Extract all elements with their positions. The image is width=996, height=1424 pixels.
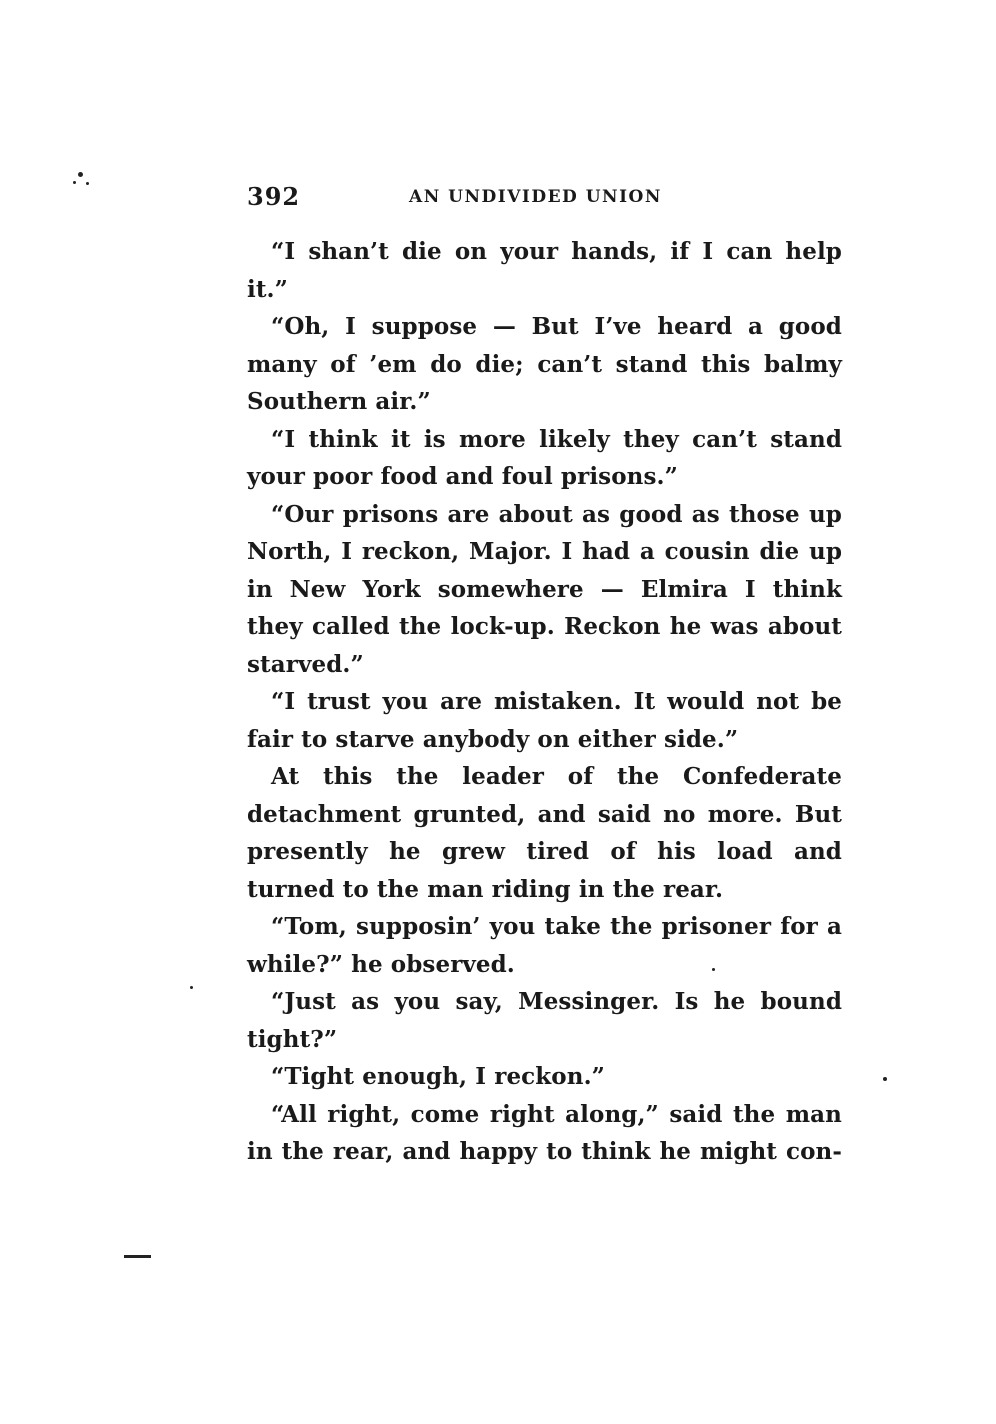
paragraph: “Oh, I suppose — But I’ve heard a good many of ’em do die; can’t stand this balmy Southern air.” xyxy=(247,313,842,415)
paragraph: “Our prisons are about as good as those up North, I reckon, Major. I had a cousin die up in New York somewhere — Elmira I think they called the lock-up. Reckon he was about starved.” xyxy=(247,500,842,678)
paragraph: “Just as you say, Messinger. Is he bound tight?” xyxy=(247,988,842,1053)
paragraph: “Tight enough, I reckon.” xyxy=(271,1063,606,1090)
page-header xyxy=(247,182,847,212)
running-head: AN UNDIVIDED UNION xyxy=(409,187,662,207)
paragraph: “I shan’t die on your hands, if I can help it.” xyxy=(247,238,842,303)
margin-speck xyxy=(883,1077,887,1081)
paragraph: At this the leader of the Confederate detachment grunted, and said no more. But presently he grew tired of his load and turned to the man riding in the rear. xyxy=(247,763,842,903)
paragraph: “I trust you are mistaken. It would not be fair to starve anybody on either side.” xyxy=(247,688,842,753)
margin-speck xyxy=(78,172,83,177)
paragraph: “All right, come right along,” said the man in the rear, and happy to think he might con- xyxy=(247,1100,842,1165)
margin-dash-mark xyxy=(124,1255,151,1258)
paragraph: “Tom, supposin’ you take the prisoner for a while?” he observed. xyxy=(247,913,842,978)
page-number: 392 xyxy=(247,182,301,211)
margin-speck xyxy=(190,986,193,989)
margin-speck xyxy=(86,182,89,185)
paragraph: “I think it is more likely they can’t stand your poor food and foul prisons.” xyxy=(247,425,842,490)
margin-speck xyxy=(73,181,76,184)
body-text xyxy=(247,233,842,1171)
